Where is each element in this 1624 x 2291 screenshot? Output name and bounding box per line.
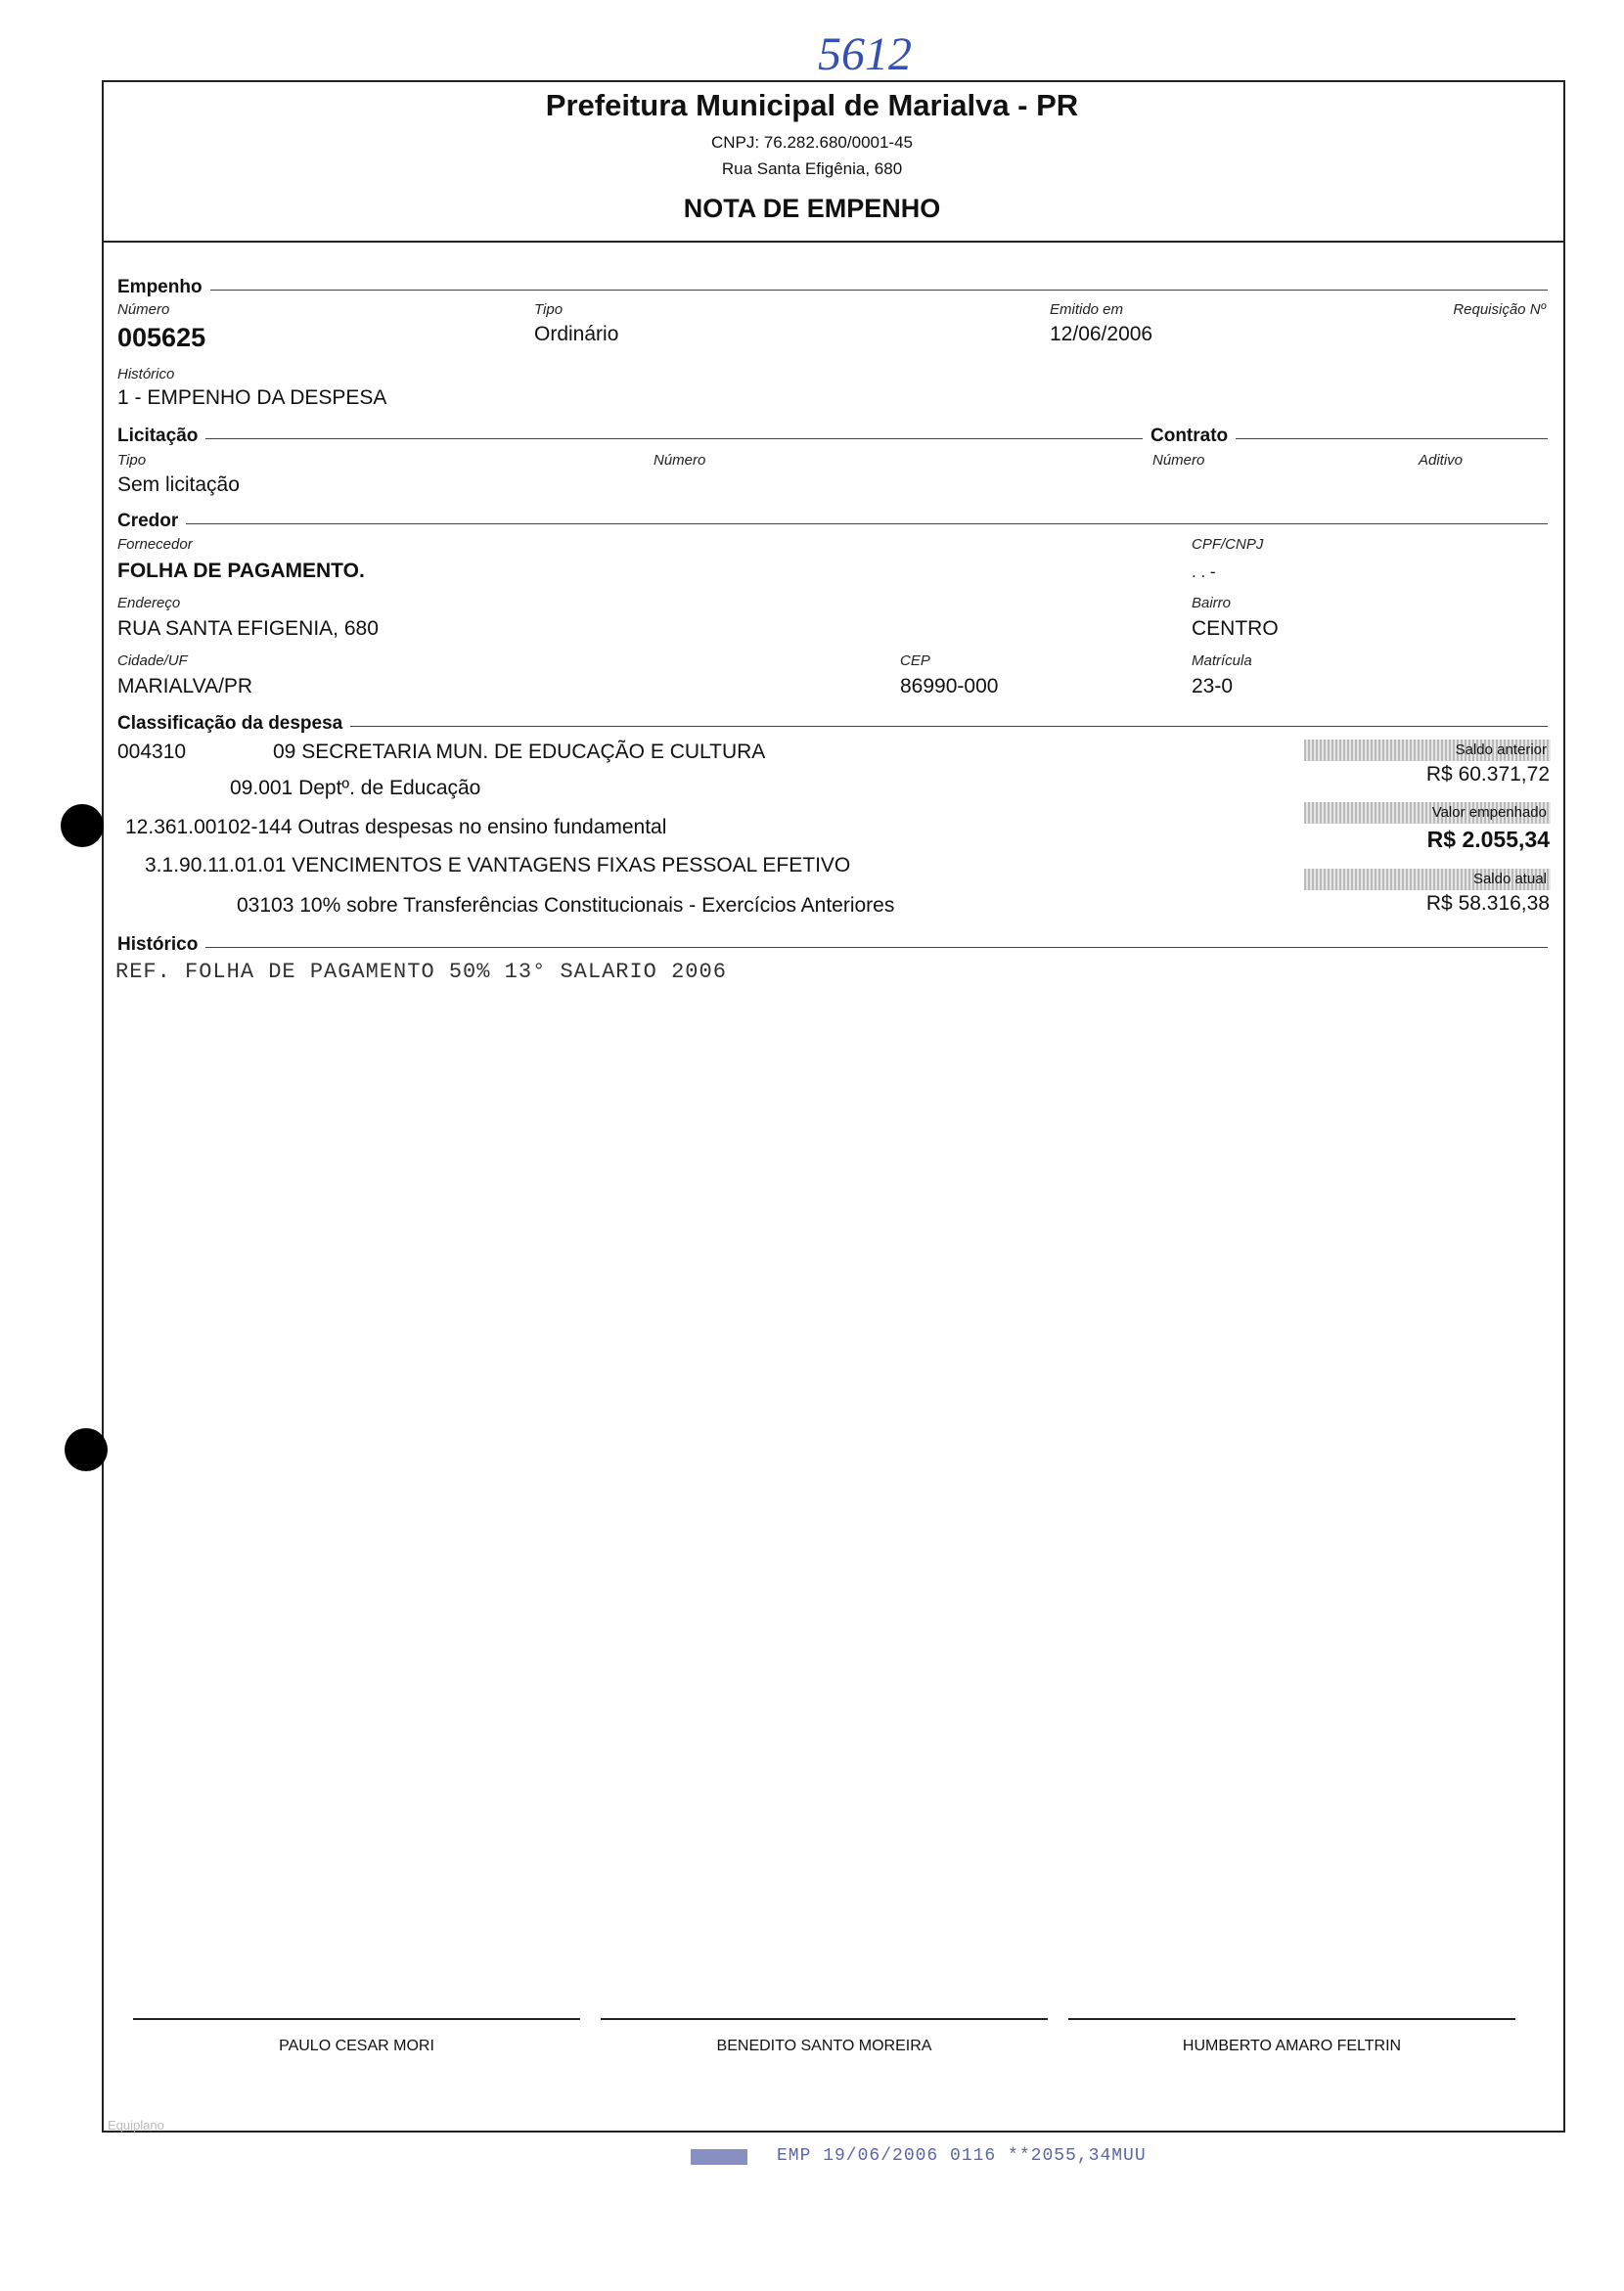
empenho-tipo-label: Tipo (534, 301, 564, 318)
fonte-line: 03103 10% sobre Transferências Constitucionais - Exercícios Anteriores (237, 894, 895, 917)
empenho-numero-label: Número (117, 301, 170, 318)
cpf-cnpj-label: CPF/CNPJ (1192, 536, 1264, 553)
section-rule-empenho (117, 290, 1548, 291)
signature-name-1: PAULO CESAR MORI (279, 2038, 434, 2054)
historico-text: REF. FOLHA DE PAGAMENTO 50% 13° SALARIO 2006 (115, 960, 727, 984)
saldo-anterior-label: Saldo anterior (1304, 740, 1551, 761)
receipt-stamp: EMP 19/06/2006 0116 **2055,34MUU (777, 2146, 1147, 2166)
section-rule-credor (117, 523, 1548, 524)
cep-label: CEP (900, 652, 930, 669)
saldo-anterior-value: R$ 60.371,72 (1425, 763, 1550, 786)
document-title: NOTA DE EMPENHO (683, 194, 941, 223)
emitido-label: Emitido em (1050, 301, 1124, 318)
cpf-cnpj-value: . . - (1192, 562, 1216, 581)
valor-empenhado-value: R$ 2.055,34 (1426, 827, 1550, 852)
cidade-value: MARIALVA/PR (117, 675, 253, 697)
bairro-value: CENTRO (1192, 617, 1279, 640)
licitacao-tipo: Sem licitação (117, 473, 240, 496)
address-text: Rua Santa Efigênia, 680 (721, 159, 903, 178)
natureza-line: 3.1.90.11.01.01 VENCIMENTOS E VANTAGENS FIXAS PESSOAL EFETIVO (145, 854, 851, 876)
signature-line-3 (1068, 2018, 1515, 2020)
saldo-atual-label: Saldo atual (1304, 869, 1551, 890)
section-heading-credor: Credor (117, 511, 186, 532)
punch-hole-top (61, 804, 104, 847)
section-heading-classificacao: Classificação da despesa (117, 713, 350, 735)
empenho-tipo: Ordinário (534, 323, 619, 345)
section-rule-licitacao (117, 438, 1548, 439)
funcional-line: 12.361.00102-144 Outras despesas no ensino fundamental (125, 816, 667, 838)
empenho-historico-label: Histórico (117, 366, 175, 382)
section-rule-historico (117, 947, 1548, 948)
matricula-label: Matrícula (1192, 652, 1252, 669)
requisicao-label: Requisição Nº (1453, 301, 1546, 318)
saldo-atual-value: R$ 58.316,38 (1425, 892, 1550, 915)
municipality-title: Prefeitura Municipal de Marialva - PR (545, 88, 1079, 122)
contrato-numero-label: Número (1152, 452, 1205, 469)
contrato-aditivo-label: Aditivo (1419, 452, 1464, 469)
signature-name-2: BENEDITO SANTO MOREIRA (716, 2038, 932, 2054)
cep-value: 86990-000 (900, 675, 999, 697)
secretaria-line: 09 SECRETARIA MUN. DE EDUCAÇÃO E CULTURA (273, 741, 766, 763)
handwritten-page-number: 5612 (818, 28, 912, 80)
emitido-date: 12/06/2006 (1050, 323, 1153, 345)
empenho-numero: 005625 (117, 323, 206, 352)
endereco-value: RUA SANTA EFIGENIA, 680 (117, 617, 379, 640)
departamento-line: 09.001 Deptº. de Educação (230, 777, 481, 799)
fornecedor-label: Fornecedor (117, 536, 193, 553)
cidade-label: Cidade/UF (117, 652, 188, 669)
signature-name-3: HUMBERTO AMARO FELTRIN (1182, 2038, 1402, 2054)
classificacao-code: 004310 (117, 741, 187, 763)
valor-empenhado-label: Valor empenhado (1304, 802, 1551, 824)
licitacao-tipo-label: Tipo (117, 452, 147, 469)
punch-hole-bottom (65, 1428, 108, 1471)
section-heading-historico: Histórico (117, 934, 205, 956)
endereco-label: Endereço (117, 595, 181, 611)
footer-brand: Equiplano (108, 2118, 164, 2133)
cnpj-text: CNPJ: 76.282.680/0001-45 (710, 133, 914, 152)
signature-line-1 (133, 2018, 580, 2020)
header-divider (102, 241, 1565, 243)
stamp-logo-icon (691, 2149, 747, 2165)
matricula-value: 23-0 (1192, 675, 1234, 697)
signature-line-2 (601, 2018, 1048, 2020)
bairro-label: Bairro (1192, 595, 1232, 611)
section-heading-empenho: Empenho (117, 277, 210, 298)
section-heading-contrato: Contrato (1143, 426, 1236, 447)
section-heading-licitacao: Licitação (117, 426, 205, 447)
empenho-historico: 1 - EMPENHO DA DESPESA (117, 386, 387, 409)
licitacao-numero-label: Número (654, 452, 706, 469)
fornecedor-name: FOLHA DE PAGAMENTO. (117, 560, 365, 582)
